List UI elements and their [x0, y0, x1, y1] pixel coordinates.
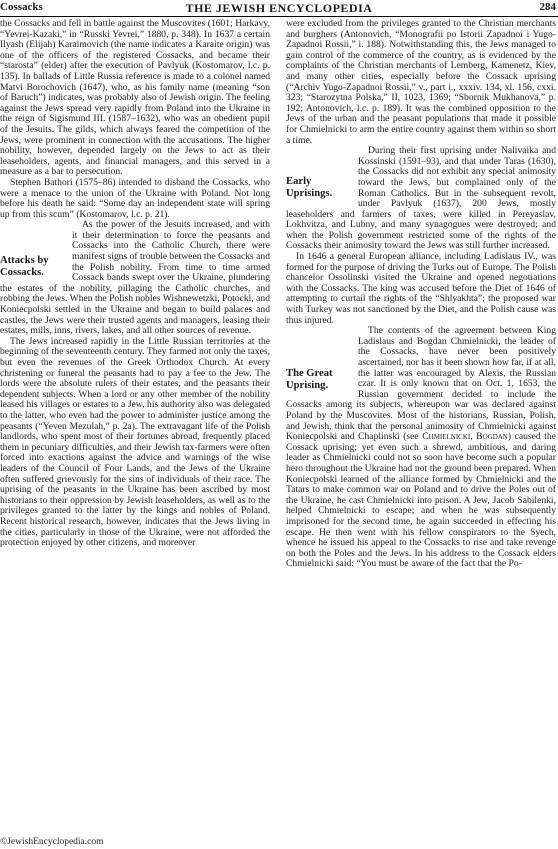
cross-reference[interactable]: Chmielnicki, Bogdan: [422, 431, 508, 443]
sidenote-early-uprisings: Early Uprisings.: [286, 176, 333, 199]
paragraph: In 1646 a general European alliance, including Ladislaus IV., was formed for the purpose of driving the Turks out of Europe. The Polish chancelor Ossolinski visited the Ukraine and opened negotiations with the Cossacks. The king was accused before the Diet of 1646 of attempting to curtail the rights of the “Shlyakhta”; the proposed war with Turkey was not sanctioned by the Diet, and the Polish cause was thus injured.: [286, 251, 556, 326]
paragraph: were excluded from the privileges granted to the Christian merchants and burghers (Antonovich, “Monografii po Istorii Zapadnoi i Yugo-Zapadnoi Rossii,” i. 188). Notwithstanding this, the Jews managed to gain control of the commerce of the country, as is evidenced by the complaints of the Christian merchants of Lemberg, Kamenetz, Kiev, and many other cities, especially before the Cossack uprising (“Archiv Yugo-Zapadnoi Rossii,” v., part i., xxxiv. 134, xl. 156, cxxi. 323; “Starozytna Polska,” II, 1023, 1369; “Sbornik Mukhanova,” p. 192; Antonovich, l.c. p. 189). It was the combined opposition to the Jews of the urban and the peasant populations that made it possible for Chmielnicki to arm the entire country against them within so short a time.: [286, 18, 556, 146]
header-publication-title: THE JEWISH ENCYCLOPEDIA: [185, 1, 373, 15]
left-column: [0, 19, 270, 549]
copyright-footer: ©JewishEncyclopedia.com: [0, 837, 104, 847]
right-column: [286, 19, 556, 570]
running-header: [0, 0, 558, 17]
paragraph-text: During their first uprising under Nalivaika and Kossinski (1591–93), and that under Taras (1630), the Cossacks did not exhibit any special animosity toward the Jews, but complained only of the Roman Catholics. But in the subsequent revolt, under Pavlyuk (1637), 200 Jews, mostly leaseholders and farmers of taxes, were killed in Pereyaslav, Lokhvitza, and Lubny, and many synagogues were destroyed; and when the Polish government restricted some of the rights of the Cossacks their animosity toward the Jews was still further increased.: [286, 145, 556, 252]
paragraph: The Jews increased rapidly in the Little Russian territories at the beginning of the seventeenth century. They farmed not only the taxes, but even the revenues of the Greek Orthodox Church. At every christening or funeral the peasants had to pay a fee to the Jew. The lords were the absolute rulers of their estates, and the peasants their dependent subjects. When a lord or any other member of the nobility leased his villages or estates to a Jew, his authority also was delegated to the latter, who even had the power to administer justice among the peasants (“Yeven Mezulah,” p. 2a). The extravagant life of the Polish landlords, who spent most of their fortunes abroad, frequently placed them in pecuniary difficulties, and their Jewish tax-farmers were often forced into exactions against the advice and warnings of the wise leaders of the Council of Four Lands, and the Jews of the Ukraine often suffered grievously for the sins of individuals of their race. The uprising of the peasants in the Ukraine has been ascribed by most historians to their oppression by Jewish leaseholders, as well as to the privileges granted to the latter by the kings and nobles of Poland. Recent historical research, however, indicates that the Jews living in the cities, particularly in those of the Ukraine, were not afforded the protection enjoyed by other citizens, and moreover: [0, 335, 270, 549]
header-article-name: Cossacks: [0, 1, 43, 13]
paragraph: the Cossacks and fell in battle against the Muscovites (1601; Harkavy, “Yevrei-Kazaki,” in “Russki Yevrei,” 1880, p. 348). In 1637 a certain Ilyash (Elijah) Karaimovich (the name indicates a Karaite origin) was one of the officers of the registered Cossacks, and became their “starosta” (elder) after the execution of Pavlyuk (Kostomarov, l.c. p. 135). In ballads of Little Russia reference is made to a colonel named Matvi Borochovich (1647), who, as his family name (meaning “son of Baruch”) indicates, was probably also of Jewish origin. The feeling against the Jews spread very rapidly from Poland into the Ukraine in the reign of Sigismund III. (1587–1632), who was an obedient pupil of the Jesuits. The gilds, which always feared the competition of the Jews, were prominent in connection with the accusations. The higher nobility, however, depended largely on the Jews to act as their leaseholders, agents, and financial managers, and this served in a measure as a bar to persecution.: [0, 18, 270, 178]
paragraph: [0, 220, 270, 337]
sidenote-attacks-by-cossacks: Attacks by Cossacks.: [0, 255, 49, 278]
paragraph-text: The contents of the agreement between King Ladislaus and Bogdan Chmielnicki, the leader of the Cossacks, have never been positively ascertained, nor has it been shown how far, if at all, the latter was encouraged by Alexis, the Russian czar. It is only known that on Oct. 1, 1653, the Russian government decided to include the Cossacks among its subjects, whereupon war was declared against Poland by the Muscovites. Most of the historians, Russian, Polish, and Jewish, think that the personal animosity of Chmielnicki against Koniecpolski and Chaplinski (see: [286, 325, 556, 443]
paragraph: [286, 146, 556, 252]
sidenote-the-great-uprising: The Great Uprising.: [286, 368, 333, 391]
paragraph-text: As the power of the Jesuits increased, and with it their determination to force the peasants and Cossacks into the Catholic Church, there were manifest signs of trouble between the Cossacks and the Polish nobility. From time to time armed Cossack bands swept over the Ukraine, plundering the estates of the nobility, pillaging the Catholic churches, and robbing the Jews. When the Polish nobles Wishnewetzki, Potocki, and Koniecpolski settled in the Ukraine and began to build palaces and castles, the Jews were their trusted agents and managers, leasing their estates, mills, inns, rivers, lakes, and all other sources of revenue.: [0, 219, 270, 337]
paragraph: Stephen Bathori (1575–86) intended to disband the Cossacks, who were a menace to the union of the Ukraine with Poland. Not long before his death he said: “Some day an independent state will spring up from this scum” (Kostomarov, l.c. p. 21).: [0, 176, 270, 220]
paragraph: [286, 326, 556, 570]
paragraph-text: ) caused the Cossack uprising; yet even such a shrewd, ambitious, and daring leader as Chmielnicki could not so soon have become such a popular hero throughout the Ukraine had not the ground been prepared. When Koniecpolski learned of the alliance formed by Chmielnicki and the Tatars to make common war on Poland and to drive the Poles out of the Ukraine, he cast Chmielnicki into prison. A Jew, Jacob Sabilenki, helped Chmielnicki to escape; and when he was subsequently imprisoned for the second time, he again succeeded in effecting his escape. He then went with his fellow conspirators to the Syech, whence he issued his appeal to the Cossacks to rise and take revenge on both the Poles and the Jews. In his address to the Cossack elders Chmielnicki said: “You must be aware of the fact that the Po-: [286, 431, 556, 570]
header-page-number: 284: [539, 1, 556, 13]
